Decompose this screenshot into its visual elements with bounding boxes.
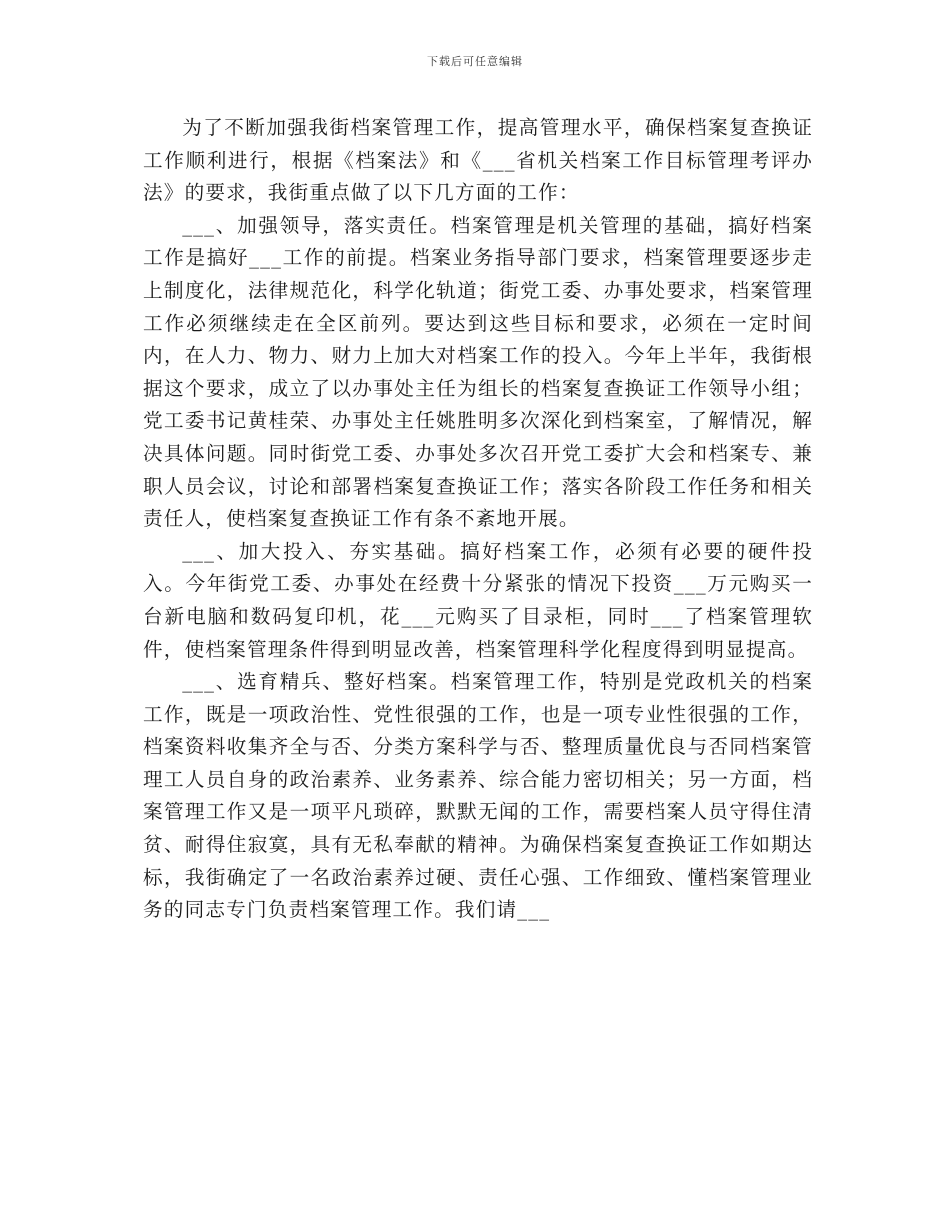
paragraph-leadership: ___、加强领导，落实责任。档案管理是机关管理的基础，搞好档案工作是搞好___工作的前提。档案业务指导部门要求，档案管理要逐步走上制度化，法律规范化，科学化轨道；街党工委、办事处要求，档案管理工作必须继续走在全区前列。要达到这些目标和要求，必须在一定时间内，在人力、物力、财力上加大对档案工作的投入。今年上半年，我街根据这个要求，成立了以办事处主任为组长的档案复查换证工作领导小组；党工委书记黄桂荣、办事处主任姚胜明多次深化到档案室，了解情况，解决具体问题。同时街党工委、办事处多次召开党工委扩大会和档案专、兼职人员会议，讨论和部署档案复查换证工作；落实各阶段工作任务和相关责任人，使档案复查换证工作有条不紊地开展。 bbox=[143, 213, 813, 531]
paragraph-investment: ___、加大投入、夯实基础。搞好档案工作，必须有必要的硬件投入。今年街党工委、办事处在经费十分紧张的情况下投资___万元购买一台新电脑和数码复印机，花___元购买了目录柜，同时___了档案管理软件，使档案管理条件得到明显改善，档案管理科学化程度得到明显提高。 bbox=[143, 539, 813, 661]
paragraph-staffing: ___、选育精兵、整好档案。档案管理工作，特别是党政机关的档案工作，既是一项政治性、党性很强的工作，也是一项专业性很强的工作，档案资料收集齐全与否、分类方案科学与否、整理质量优良与否同档案管理工人员自身的政治素养、业务素养、综合能力密切相关；另一方面，档案管理工作又是一项平凡琐碎，默默无闻的工作，需要档案人员守得住清贫、耐得住寂寞，具有无私奉献的精神。为确保档案复查换证工作如期达标，我街确定了一名政治素养过硬、责任心强、工作细致、懂档案管理业务的同志专门负责档案管理工作。我们请___ bbox=[143, 670, 813, 922]
paragraph-intro: 为了不断加强我街档案管理工作，提高管理水平，确保档案复查换证工作顺利进行，根据《档案法》和《___省机关档案工作目标管理考评办法》的要求，我街重点做了以下几方面的工作： bbox=[143, 116, 813, 205]
document-body bbox=[143, 112, 813, 927]
header-note: 下载后可任意编辑 bbox=[427, 55, 523, 68]
